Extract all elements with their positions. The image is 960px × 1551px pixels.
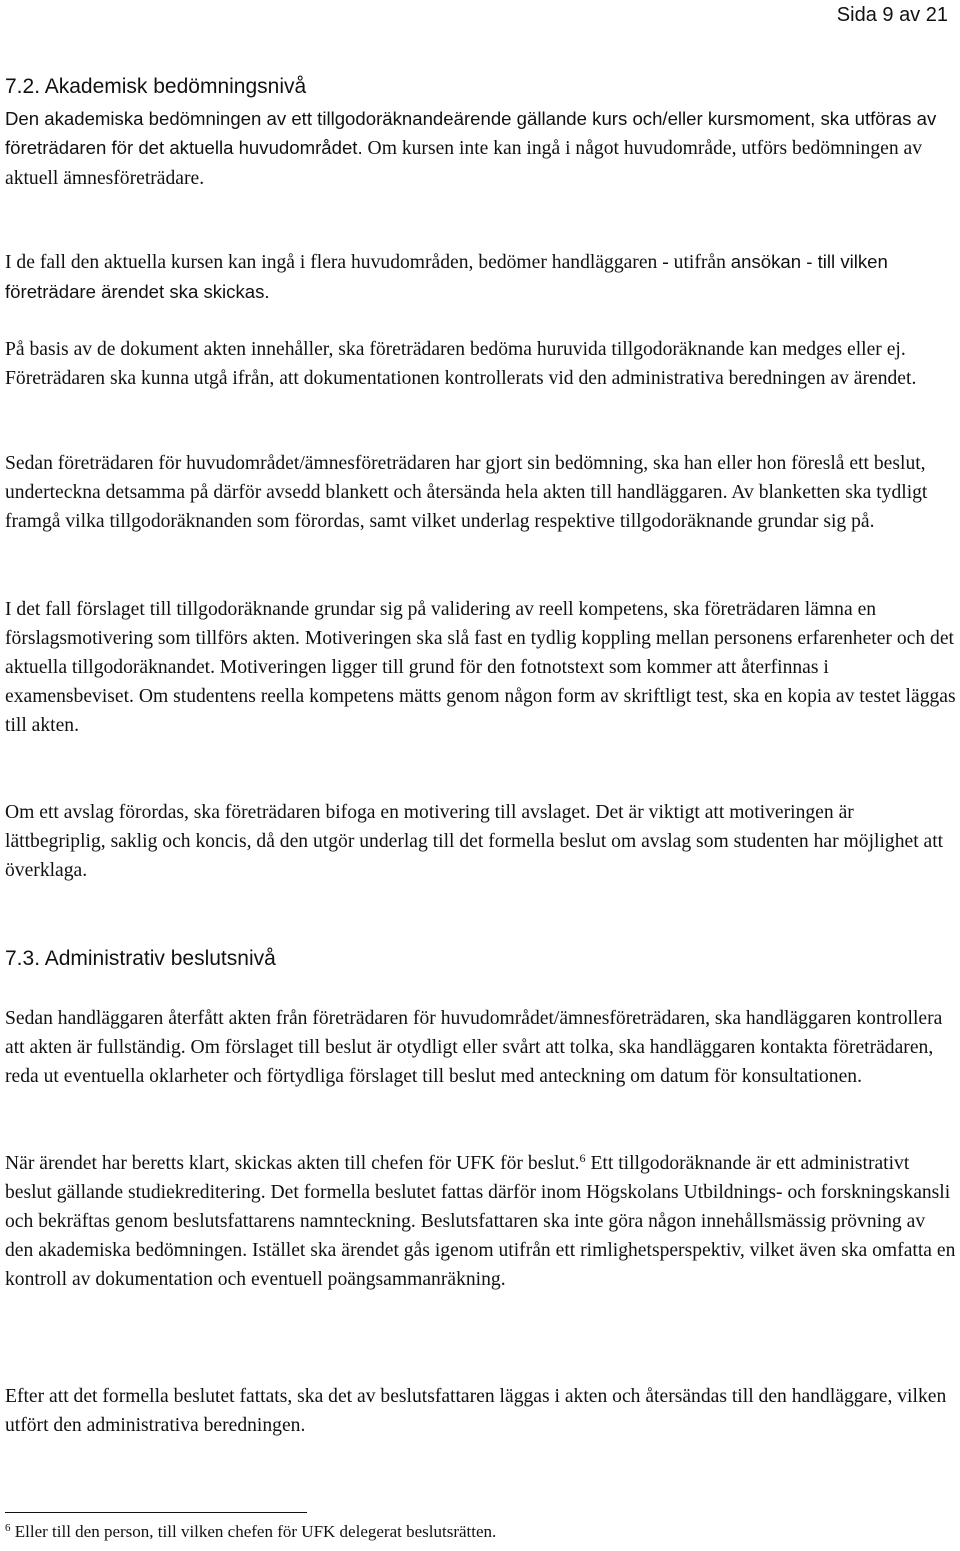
paragraph-text-sans: ansökan - till vilken företrädare ärendet ska skickas. [5,251,888,302]
footnote [5,1520,496,1544]
footnote-marker: 6 [5,1522,11,1534]
paragraph-text-sans: Den akademiska bedömningen av ett tillgodoräknandeärende gällande kurs och/eller kursmoment, ska utföras av företrädaren för det aktuella huvudområdet. [5,108,937,158]
paragraph-academic-assessment [5,104,957,193]
paragraph-text-serif: Om kursen inte kan ingå i något huvudområde, utförs bedömningen av aktuell ämnesföreträdare. [5,138,923,189]
paragraph-rejection: Om ett avslag förordas, ska företrädaren bifoga en motivering till avslaget. Det är viktigt att motiveringen är lättbegriplig, saklig och koncis, då den utgör underlag till det formella beslut om avslag som studenten har möjlighet att överklaga. [5,802,944,881]
paragraph-decision-ufk [5,1149,957,1294]
paragraph-validation: I det fall förslaget till tillgodoräknande grundar sig på validering av reell kompetens, ska företrädaren lämna en förslagsmotivering som tillförs akten. Motiveringen ska slå fast en tydlig koppling mellan personens erfarenheter och det aktuella tillgodoräknandet. Motiveringen ligger till grund för den fotnotstext som kommer att återfinnas i examensbeviset. Om studentens reella kompetens mätts genom någon form av skriftligt test, ska en kopia av testet läggas till akten. [5,599,956,736]
paragraph-return-file: Efter att det formella beslutet fattats, ska det av beslutsfattaren läggas i akten och återsändas till den handläggare, vilken utfört den administrativa beredningen. [5,1386,947,1436]
paragraph-multiple-areas [5,247,957,307]
section-heading-7-2: 7.2. Akademisk bedömningsnivå [5,75,307,98]
footnote-text: Eller till den person, till vilken chefen för UFK delegerat beslutsrätten. [10,1522,497,1541]
paragraph-text: När ärendet har beretts klart, skickas akten till chefen för UFK för beslut. [5,1153,580,1174]
paragraph-text: Ett tillgodoräknande är ett administrativt beslut gällande studiekreditering. Det formella beslutet fattas därför inom Högskolans Utbildnings- och forskningskansli och bekräftas genom beslutsfattarens namnteckning. Beslutsfattaren ska inte göra någon innehållsmässig prövning av den akademiska bedömningen. Istället ska ärendet gås igenom utifrån ett rimlighetsperspektiv, vilket även ska omfatta en kontroll av dokumentation och eventuell poängsammanräkning. [5,1153,956,1290]
page-number: Sida 9 av 21 [836,4,948,26]
paragraph-administrator-check: Sedan handläggaren återfått akten från företrädaren för huvudområdet/ämnesföreträdaren, ska handläggaren kontrollera att akten är fullständig. Om förslaget till beslut är otydligt eller svårt att tolka, ska handläggaren kontakta företrädaren, reda ut eventuella oklarheter och förtydliga förslaget till beslut med anteckning om datum för konsultationen. [5,1008,943,1087]
paragraph-text-serif: I de fall den aktuella kursen kan ingå i flera huvudområden, bedömer handläggaren - utifrån [5,252,731,273]
footnote-divider [5,1512,307,1513]
footnote-reference[interactable]: 6 [579,1151,586,1165]
paragraph-document-basis: På basis av de dokument akten innehåller, ska företrädaren bedöma huruvida tillgodoräknande kan medges eller ej. Företrädaren ska kunna utgå ifrån, att dokumentationen kontrollerats vid den administrativa beredningen av ärendet. [5,339,917,389]
paragraph-proposal-decision: Sedan företrädaren för huvudområdet/ämnesföreträdaren har gjort sin bedömning, ska han eller hon föreslå ett beslut, underteckna detsamma på därför avsedd blankett och återsända hela akten till handläggaren. Av blanketten ska tydligt framgå vilka tillgodoräknanden som förordas, samt vilket underlag respektive tillgodoräknande grundar sig på. [5,453,928,532]
section-heading-7-3: 7.3. Administrativ beslutsnivå [5,947,276,970]
